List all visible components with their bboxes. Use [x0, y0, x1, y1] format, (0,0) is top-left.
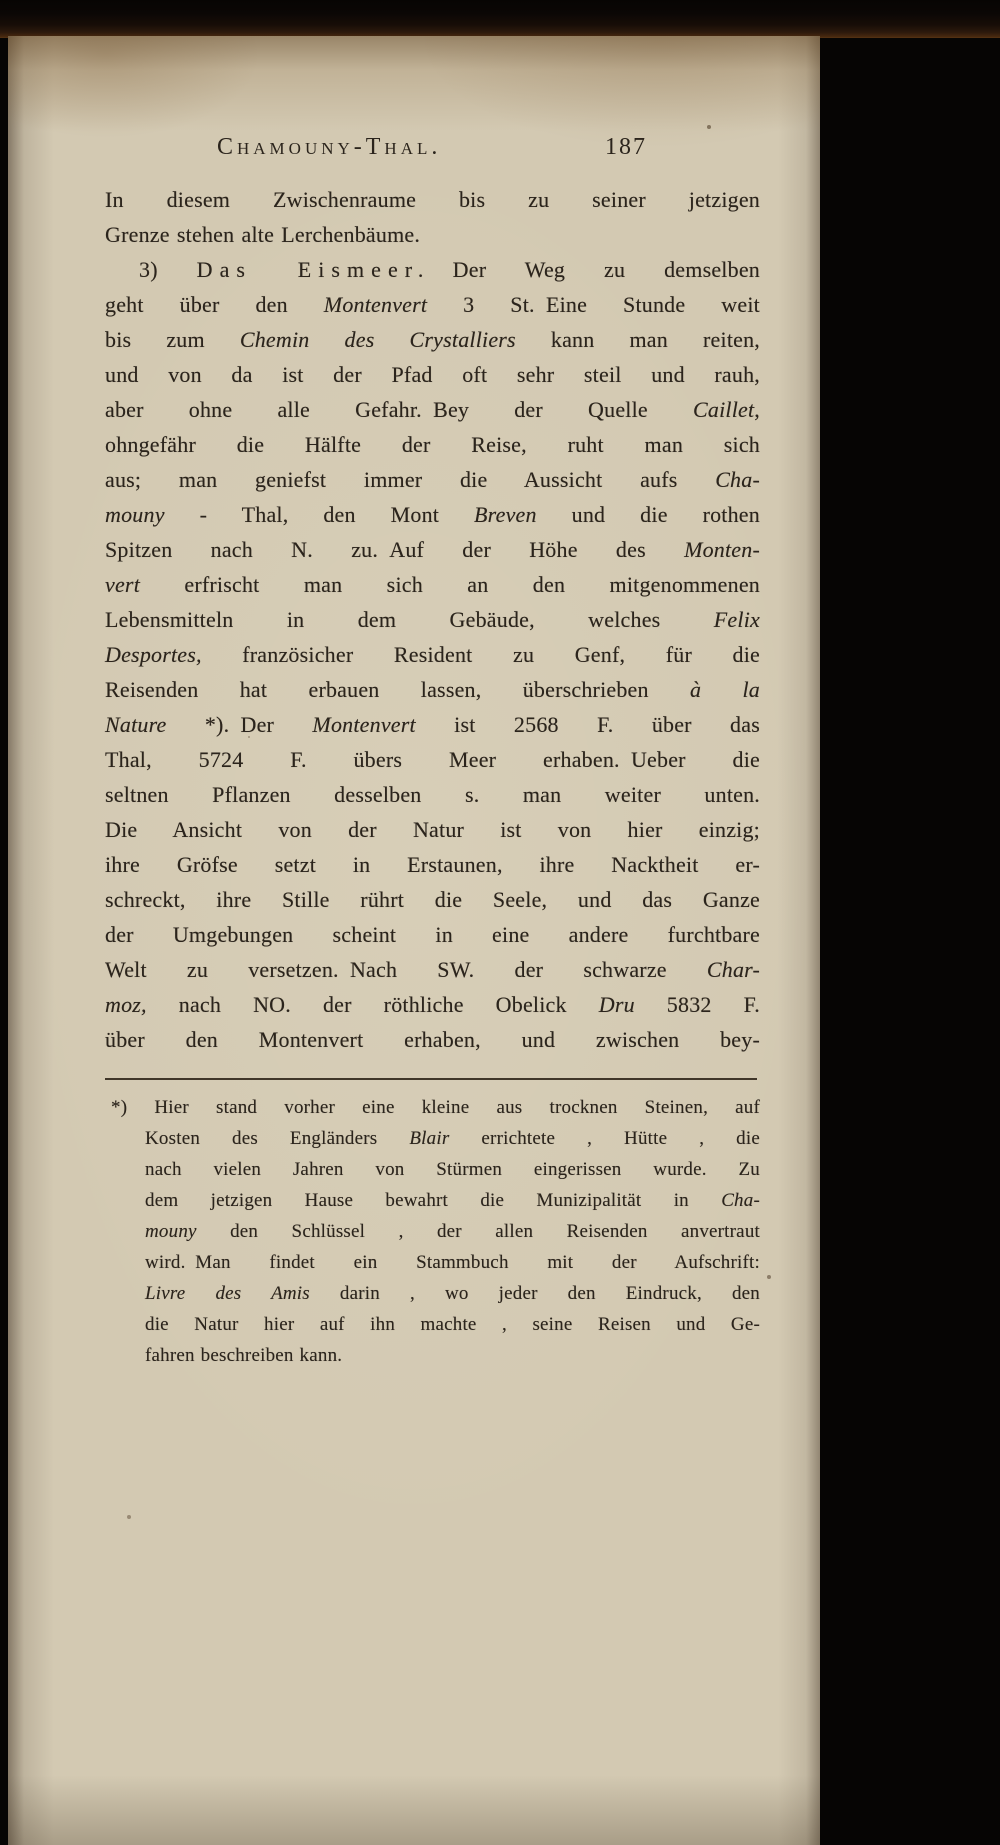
text-line — [111, 1092, 760, 1123]
text-run: *). Der — [166, 712, 313, 737]
text-run: den Schlüssel , der allen Reisenden anvertraut — [196, 1221, 760, 1242]
text-run: *) Hier stand vorher eine kleine aus trocknen Steinen, auf — [111, 1097, 760, 1118]
letterspaced-text-run: Das Eismeer. — [196, 257, 431, 282]
text-run: ohngefähr die Hälfte der Reise, ruht man sich — [105, 432, 760, 457]
text-line — [105, 252, 760, 287]
text-run: der Umgebungen scheint in eine andere furchtbare — [105, 922, 760, 947]
italic-text-run: Felix — [713, 607, 760, 632]
text-run: wird. Man findet ein Stammbuch mit der Aufschrift: — [145, 1252, 760, 1273]
text-run: die Natur hier auf ihn machte , seine Reisen und Ge- — [145, 1314, 760, 1335]
text-line — [105, 777, 760, 812]
text-run: kann man reiten, — [515, 327, 761, 352]
text-line — [105, 707, 760, 742]
text-run: , — [754, 397, 760, 422]
italic-text-run: Char- — [706, 957, 760, 982]
italic-text-run: Desportes, — [105, 642, 202, 667]
text-run: Grenze stehen alte Lerchenbäume. — [105, 222, 421, 247]
running-header — [105, 134, 760, 166]
text-run: 3 St. Eine Stunde weit — [427, 292, 760, 317]
text-line — [105, 497, 760, 532]
text-line — [105, 672, 760, 707]
text-run: seltnen Pflanzen desselben s. man weiter unten. — [105, 782, 760, 807]
italic-text-run: Cha- — [715, 467, 760, 492]
text-line — [105, 812, 760, 847]
footnote-text — [111, 1092, 760, 1371]
italic-text-run: mouny — [105, 502, 165, 527]
italic-text-run: vert — [105, 572, 141, 597]
text-line — [105, 952, 760, 987]
text-run: Kosten des Engländers — [145, 1128, 410, 1149]
italic-text-run: Montenvert — [312, 712, 416, 737]
text-line — [105, 217, 760, 252]
text-line — [105, 742, 760, 777]
text-line — [105, 392, 760, 427]
text-line — [105, 637, 760, 672]
text-run: Lebensmitteln in dem Gebäude, welches — [105, 607, 714, 632]
text-line — [105, 917, 760, 952]
text-line — [111, 1216, 760, 1247]
text-run: darin , wo jeder den Eindruck, den — [309, 1283, 761, 1304]
italic-text-run: Dru — [598, 992, 635, 1017]
italic-text-run: à la — [690, 677, 760, 702]
text-run: 5832 F. — [634, 992, 760, 1017]
text-run: dem jetzigen Hause bewahrt die Munizipalität in — [145, 1190, 722, 1211]
text-line — [111, 1247, 760, 1278]
italic-text-run: Monten- — [684, 537, 760, 562]
italic-text-run: Cha- — [721, 1190, 760, 1211]
text-run: Thal, 5724 F. übers Meer erhaben. Ueber die — [105, 747, 760, 772]
text-run: und die rothen — [536, 502, 760, 527]
text-run: über den Montenvert erhaben, und zwischen bey- — [105, 1027, 760, 1052]
text-line — [105, 427, 760, 462]
text-line — [105, 987, 760, 1022]
page-number: 187 — [605, 134, 647, 160]
page-body-text — [105, 182, 760, 1057]
italic-text-run: mouny — [145, 1221, 197, 1242]
text-line — [105, 847, 760, 882]
footnote-rule — [105, 1078, 757, 1080]
text-line — [111, 1185, 760, 1216]
italic-text-run: Chemin des Crystalliers — [239, 327, 516, 352]
text-run: und von da ist der Pfad oft sehr steil und rauh, — [105, 362, 760, 387]
paper-specks — [8, 36, 10, 38]
text-line — [111, 1123, 760, 1154]
book-page — [8, 36, 820, 1845]
text-line — [105, 532, 760, 567]
text-line — [105, 567, 760, 602]
text-line — [105, 462, 760, 497]
text-line — [111, 1309, 760, 1340]
text-run: nach NO. der röthliche Obelick — [146, 992, 599, 1017]
italic-text-run: Breven — [474, 502, 537, 527]
text-line — [105, 602, 760, 637]
text-run: Welt zu versetzen. Nach SW. der schwarze — [105, 957, 707, 982]
text-line — [111, 1340, 760, 1371]
text-run: In diesem Zwischenraume bis zu seiner jetzigen — [105, 187, 760, 212]
text-run: aber ohne alle Gefahr. Bey der Quelle — [105, 397, 693, 422]
italic-text-run: Blair — [409, 1128, 450, 1149]
text-run: - Thal, den Mont — [164, 502, 475, 527]
text-line — [105, 882, 760, 917]
italic-text-run: Caillet — [693, 397, 755, 422]
text-run: schreckt, ihre Stille rührt die Seele, und das Ganze — [105, 887, 760, 912]
text-line — [105, 1022, 760, 1057]
text-line — [105, 182, 760, 217]
text-run: erfrischt man sich an den mitgenommenen — [140, 572, 760, 597]
text-run: geht über den — [105, 292, 324, 317]
text-run: Der Weg zu demselben — [430, 257, 760, 282]
italic-text-run: moz, — [105, 992, 147, 1017]
text-run: Die Ansicht von der Natur ist von hier einzig; — [105, 817, 760, 842]
running-header-title: Chamouny-Thal. — [217, 134, 442, 160]
text-run: Reisenden hat erbauen lassen, überschrieben — [105, 677, 690, 702]
text-run: französicher Resident zu Genf, für die — [201, 642, 760, 667]
italic-text-run: Livre des Amis — [145, 1283, 310, 1304]
text-line — [111, 1154, 760, 1185]
text-run: fahren beschreiben kann. — [145, 1345, 343, 1366]
text-line — [105, 322, 760, 357]
book-edge-shadow — [0, 0, 1000, 38]
text-run: bis zum — [105, 327, 240, 352]
text-line — [105, 357, 760, 392]
text-run: 3) — [139, 257, 197, 282]
text-run: aus; man geniefst immer die Aussicht aufs — [105, 467, 716, 492]
text-line — [111, 1278, 760, 1309]
text-run: Spitzen nach N. zu. Auf der Höhe des — [105, 537, 685, 562]
text-run: nach vielen Jahren von Stürmen eingerissen wurde. Zu — [145, 1159, 760, 1180]
text-run: ist 2568 F. über das — [415, 712, 760, 737]
text-run: errichtete , Hütte , die — [449, 1128, 760, 1149]
italic-text-run: Montenvert — [323, 292, 428, 317]
text-line — [105, 287, 760, 322]
text-run: ihre Gröfse setzt in Erstaunen, ihre Nacktheit er- — [105, 852, 760, 877]
italic-text-run: Nature — [105, 712, 167, 737]
